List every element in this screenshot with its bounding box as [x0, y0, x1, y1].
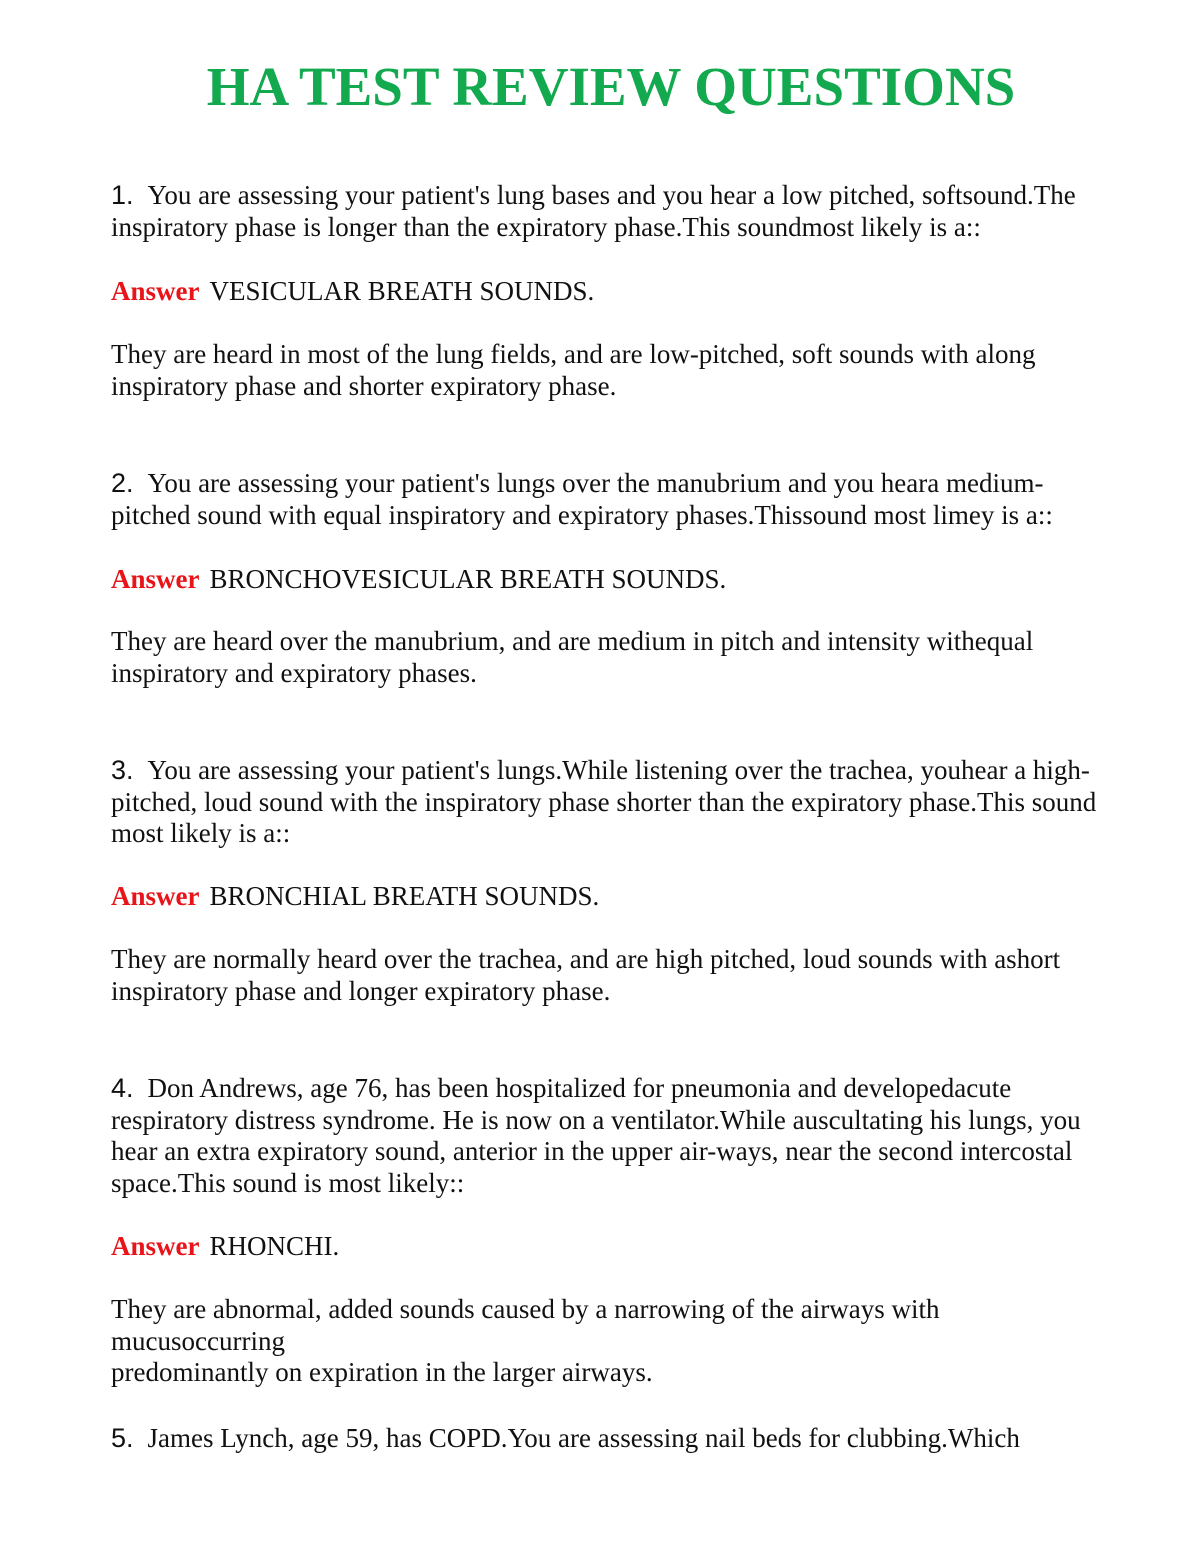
question-5	[111, 1423, 1111, 1455]
explanation-line: inspiratory phase and shorter expiratory phase.	[111, 370, 617, 401]
answer-label: Answer	[111, 1231, 200, 1261]
question-line: Don Andrews, age 76, has been hospitalized for pneumonia and developedacute	[147, 1073, 1012, 1103]
question-line: James Lynch, age 59, has COPD.You are assessing nail beds for clubbing.Which	[147, 1423, 1020, 1453]
question-line: respiratory distress syndrome. He is now on a ventilator.While auscultating his lungs, you	[111, 1104, 1081, 1135]
question-line: pitched, loud sound with the inspiratory phase shorter than the expiratory phase.This sound	[111, 786, 1097, 817]
answer-text: BRONCHOVESICULAR BREATH SOUNDS.	[209, 564, 727, 594]
explanation-1	[111, 339, 1111, 402]
explanation-4	[111, 1294, 1111, 1389]
answer-text: RHONCHI.	[209, 1231, 340, 1261]
question-text	[111, 468, 1111, 531]
answer-4	[111, 1231, 1111, 1263]
question-4	[111, 1073, 1111, 1199]
question-line: You are assessing your patient's lungs.While listening over the trachea, youhear a high-	[147, 755, 1090, 785]
question-text	[111, 1073, 1111, 1199]
question-line: most likely is a::	[111, 818, 291, 848]
question-2	[111, 468, 1111, 531]
question-number: 4.	[111, 1073, 134, 1103]
explanation-2	[111, 626, 1111, 689]
question-line: inspiratory phase is longer than the expiratory phase.This soundmost likely is a::	[111, 211, 981, 242]
explanation-line: predominantly on expiration in the larger airways.	[111, 1357, 653, 1387]
question-text	[111, 755, 1111, 850]
question-line: pitched sound with equal inspiratory and expiratory phases.Thissound most limey is a::	[111, 499, 1053, 530]
question-1	[111, 180, 1111, 243]
page-title: HA TEST REVIEW QUESTIONS	[206, 56, 1016, 117]
question-text	[111, 180, 1111, 243]
answer-label: Answer	[111, 564, 200, 594]
answer-3	[111, 881, 1111, 913]
explanation-line: They are normally heard over the trachea, and are high pitched, loud sounds with ashort	[111, 944, 1061, 974]
explanation-line: They are heard in most of the lung fields, and are low-pitched, soft sounds with along	[111, 339, 1036, 369]
question-line: space.This sound is most likely::	[111, 1167, 465, 1198]
answer-label: Answer	[111, 276, 200, 306]
answer-text: VESICULAR BREATH SOUNDS.	[209, 276, 595, 306]
question-3	[111, 755, 1111, 850]
question-number: 1.	[111, 180, 134, 210]
question-line: hear an extra expiratory sound, anterior in the upper air-ways, near the second intercostal	[111, 1136, 1073, 1166]
question-number: 3.	[111, 755, 134, 785]
explanation-line: They are heard over the manubrium, and are medium in pitch and intensity withequal	[111, 626, 1034, 656]
question-number: 2.	[111, 468, 134, 498]
answer-2	[111, 564, 1111, 596]
answer-label: Answer	[111, 881, 200, 911]
question-text	[111, 1423, 1111, 1455]
answer-1	[111, 276, 1111, 308]
question-number: 5.	[111, 1423, 134, 1453]
question-line: You are assessing your patient's lungs over the manubrium and you heara medium-	[147, 468, 1044, 498]
explanation-line: inspiratory and expiratory phases.	[111, 657, 477, 688]
explanation-line: They are abnormal, added sounds caused by a narrowing of the airways with mucusoccurring	[111, 1294, 940, 1356]
explanation-line: inspiratory phase and longer expiratory phase.	[111, 975, 611, 1006]
question-line: You are assessing your patient's lung bases and you hear a low pitched, softsound.The	[147, 180, 1076, 210]
explanation-3	[111, 944, 1111, 1007]
answer-text: BRONCHIAL BREATH SOUNDS.	[209, 881, 600, 911]
